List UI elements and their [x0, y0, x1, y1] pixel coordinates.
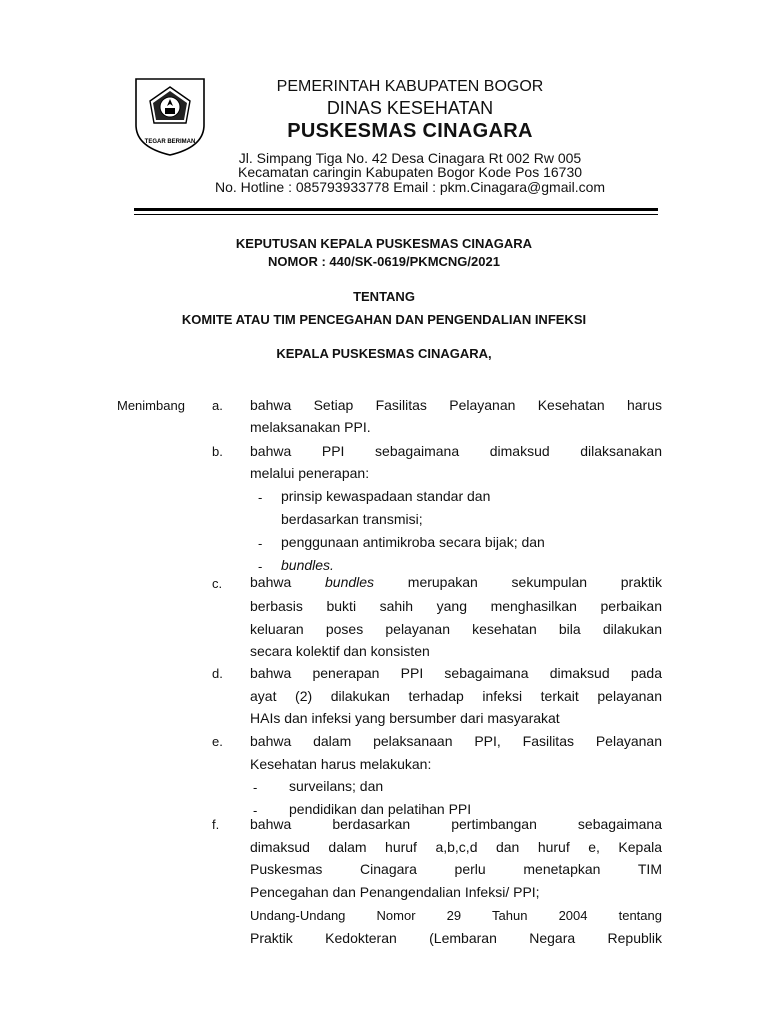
- clause-letter-b: b.: [212, 444, 223, 459]
- clause-letter-e: e.: [212, 734, 223, 749]
- clause-letter-f: f.: [212, 817, 220, 832]
- bundles-term: bundles.: [281, 557, 334, 573]
- decree-subject: KOMITE ATAU TIM PENCEGAHAN DAN PENGENDALIAN INFEKSI: [181, 312, 587, 327]
- letterhead-institution: PUSKESMAS CINAGARA: [287, 120, 533, 142]
- clause-c-line-1: [250, 574, 662, 590]
- clause-letter-d: d.: [212, 666, 223, 681]
- bullet-dash: -: [258, 559, 263, 574]
- clause-e-line-2: Kesehatan harus melakukan:: [250, 756, 432, 772]
- letterhead-department: DINAS KESEHATAN: [326, 98, 494, 118]
- clause-c-line-1-em: bundles: [325, 574, 375, 590]
- bullet-dash: -: [258, 490, 263, 505]
- section-label-menimbang: Menimbang: [117, 398, 185, 413]
- clause-b-bullet-1-line-1: prinsip kewaspadaan standar dan: [281, 488, 491, 504]
- clause-b-bullet-1-line-2: berdasarkan transmisi;: [281, 511, 423, 527]
- letterhead-contact: No. Hotline : 085793933778 Email : pkm.Cinagara@gmail.com: [214, 179, 606, 195]
- clause-c-line-1-pre: bahwa: [250, 574, 292, 590]
- clause-d-line-3: HAIs dan infeksi yang bersumber dari masyarakat: [250, 710, 560, 726]
- clause-b-bullet-3: [281, 557, 334, 573]
- clause-c-line-4: secara kolektif dan konsisten: [250, 643, 430, 659]
- clause-c-line-3: keluaran poses pelayanan kesehatan bila dilakukan: [250, 621, 662, 637]
- clause-e-line-1: bahwa dalam pelaksanaan PPI, Fasilitas Pelayanan: [250, 733, 662, 749]
- clause-d-line-2: ayat (2) dilakukan terhadap infeksi terkait pelayanan: [250, 688, 662, 704]
- clause-b-line-2: melalui penerapan:: [250, 465, 370, 481]
- letterhead-rule-thin: [134, 214, 658, 215]
- clause-a-line-1: bahwa Setiap Fasilitas Pelayanan Kesehatan harus: [250, 397, 662, 413]
- clause-letter-c: c.: [212, 576, 223, 591]
- clause-c-line-1-post: merupakan sekumpulan praktik: [407, 574, 663, 590]
- clause-c-line-2: berbasis bukti sahih yang menghasilkan perbaikan: [250, 598, 662, 614]
- bullet-dash: -: [253, 780, 258, 795]
- bullet-dash: -: [253, 803, 258, 818]
- clause-letter-a: a.: [212, 398, 223, 413]
- decree-title: KEPUTUSAN KEPALA PUSKESMAS CINAGARA: [235, 236, 533, 251]
- clause-f-line-6: Praktik Kedokteran (Lembaran Negara Republik: [250, 930, 662, 946]
- clause-b-bullet-2: penggunaan antimikroba secara bijak; dan: [281, 534, 545, 550]
- clause-f-line-2: dimaksud dalam huruf a,b,c,d dan huruf e, Kepala: [250, 839, 662, 855]
- logo-motto: TEGAR BERIMAN: [144, 139, 196, 145]
- clause-e-bullet-1: surveilans; dan: [289, 778, 384, 794]
- clause-f-line-1: bahwa berdasarkan pertimbangan sebagaimana: [250, 816, 662, 832]
- letterhead-address-1: Jl. Simpang Tiga No. 42 Desa Cinagara Rt 002 Rw 005: [238, 150, 582, 166]
- clause-b-line-1: bahwa PPI sebagaimana dimaksud dilaksanakan: [250, 443, 662, 459]
- clause-e-bullet-2: pendidikan dan pelatihan PPI: [289, 801, 472, 817]
- letterhead-rule-thick: [134, 208, 658, 211]
- clause-f-line-3: Puskesmas Cinagara perlu menetapkan TIM: [250, 861, 662, 877]
- letterhead-address-2: Kecamatan caringin Kabupaten Bogor Kode Pos 16730: [237, 164, 583, 180]
- decree-official: KEPALA PUSKESMAS CINAGARA,: [276, 346, 492, 361]
- clause-d-line-1: bahwa penerapan PPI sebagaimana dimaksud pada: [250, 665, 662, 681]
- decree-tentang: TENTANG: [353, 289, 415, 304]
- clause-f-line-5: Undang-Undang Nomor 29 Tahun 2004 tentang: [250, 908, 662, 923]
- clause-a-line-2: melaksanakan PPI.: [250, 419, 371, 435]
- clause-f-line-4: Pencegahan dan Penangendalian Infeksi/ PPI;: [250, 884, 540, 900]
- decree-number: NOMOR : 440/SK-0619/PKMCNG/2021: [268, 254, 500, 269]
- bullet-dash: -: [258, 536, 263, 551]
- letterhead-government: PEMERINTAH KABUPATEN BOGOR: [276, 78, 544, 95]
